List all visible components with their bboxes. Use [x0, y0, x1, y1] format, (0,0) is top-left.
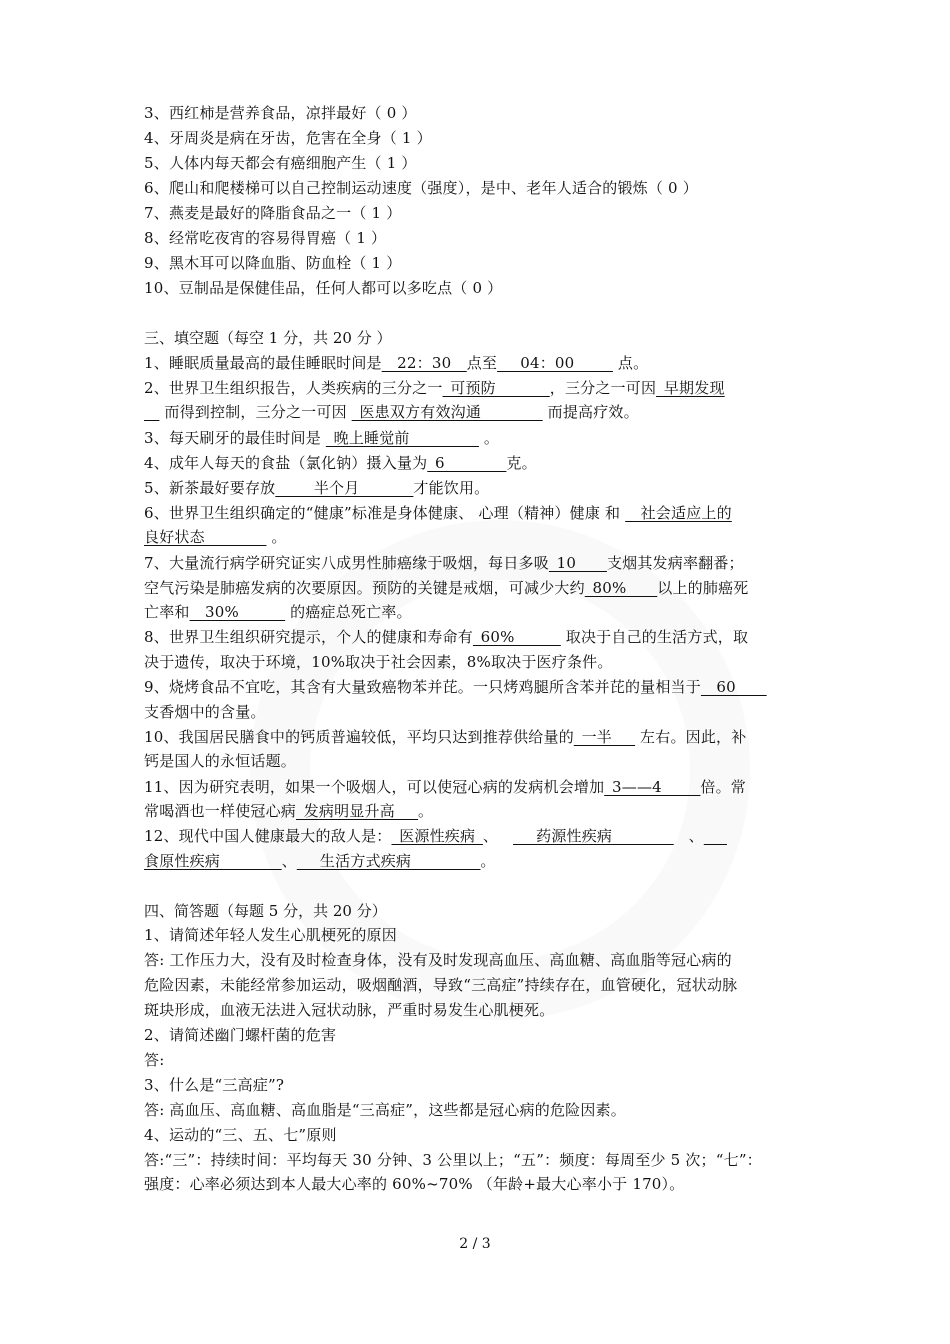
fill-q12: 12、现代中国人健康最大的敌人是：_医源性疾病_、 ___药源性疾病________ 、___: [144, 827, 727, 845]
answer-blank: _10____: [548, 554, 607, 572]
fill-q9-cont: 支香烟中的含量。: [144, 703, 266, 721]
short-a1-line3: 斑块形成，血液无法进入冠状动脉，严重时易发生心肌梗死。: [144, 1001, 555, 1019]
section-3-title: 三、填空题（每空 1 分，共 20 分 ）: [144, 329, 392, 347]
answer-blank: _医患双方有效沟通________: [351, 403, 543, 421]
fill-q11: 11、因为研究表明，如果一个吸烟人，可以使冠心病的发病机会增加_3——4_____倍。常: [144, 778, 746, 796]
answer-blank: __社会适应上的: [625, 504, 732, 522]
tf-item-9: 9、黑木耳可以降血脂、防血栓（ 1 ）: [144, 254, 402, 272]
fill-q5: 5、新茶最好要存放_____半个月_______才能饮用。: [144, 479, 490, 497]
answer-blank: ___04：00_____: [497, 354, 613, 372]
tf-item-3: 3、西红柿是营养食品，凉拌最好（ 0 ）: [144, 104, 417, 122]
tf-item-5: 5、人体内每天都会有癌细胞产生（ 1 ）: [144, 154, 417, 172]
answer-blank: 良好状态________: [144, 528, 267, 546]
fill-q10: 10、我国居民膳食中的钙质普遍较低，平均只达到推荐供给量的_一半___ 左右。因此，补: [144, 728, 747, 746]
answer-blank: ___药源性疾病________: [513, 827, 674, 845]
short-q2: 2、请简述幽门螺杆菌的危害: [144, 1026, 337, 1044]
short-q4: 4、运动的“三、五、七”原则: [144, 1126, 337, 1144]
answer-blank: ___生活方式疾病_________: [296, 852, 481, 870]
fill-q4: 4、成年人每天的食盐（氯化钠）摄入量为_6________克。: [144, 454, 537, 472]
fill-q9: 9、烧烤食品不宜吃，其含有大量致癌物苯并芘。一只烤鸡腿所含苯并芘的量相当于__60____: [144, 678, 767, 696]
fill-q2: 2、世界卫生组织报告，人类疾病的三分之一_可预防_______，三分之一可因_早期发现: [144, 379, 725, 397]
tf-item-8: 8、经常吃夜宵的容易得胃癌（ 1 ）: [144, 229, 387, 247]
fill-q11-cont: 常喝酒也一样使冠心病_发病明显升高___。: [144, 802, 434, 820]
short-a2: 答:: [144, 1051, 165, 1069]
answer-blank: _60%______: [472, 628, 561, 646]
answer-blank: _医源性疾病_: [391, 827, 483, 845]
short-a1-line1: 答: 工作压力大，没有及时检查身体，没有及时发现高血压、高血糖、高血脂等冠心病的: [144, 951, 732, 969]
fill-q7-cont2: 亡率和__30%______ 的癌症总死亡率。: [144, 603, 412, 621]
fill-q12-cont: 食原性疾病________、___生活方式疾病_________。: [144, 852, 496, 870]
short-a4-line2: 强度：心率必须达到本人最大心率的 60%~70% （年龄+最大心率小于 170）。: [144, 1175, 685, 1193]
answer-blank: _发病明显升高___: [296, 802, 419, 820]
fill-q6: 6、世界卫生组织确定的“健康”标准是身体健康、 心理（精神）健康 和 __社会适应上的: [144, 504, 732, 522]
short-q3: 3、什么是“三高症”?: [144, 1076, 285, 1094]
fill-q2-cont: __ 而得到控制，三分之一可因 _医患双方有效沟通________ 而提高疗效。: [144, 403, 639, 421]
answer-blank: __30%______: [189, 603, 286, 621]
answer-blank: _可预防_______: [442, 379, 550, 397]
answer-blank: __60____: [700, 678, 767, 696]
tf-item-4: 4、牙周炎是病在牙齿，危害在全身（ 1 ）: [144, 129, 432, 147]
fill-q10-cont: 钙是国人的永恒话题。: [144, 752, 297, 770]
fill-q7-cont: 空气污染是肺癌发病的次要原因。预防的关键是戒烟，可减少大约_80%____以上的肺癌死: [144, 579, 749, 597]
fill-q1: 1、睡眠质量最高的最佳睡眠时间是__22：30__点至___04：00_____ 点。: [144, 354, 649, 372]
answer-blank: _早期发现: [656, 379, 725, 397]
tf-item-6: 6、爬山和爬楼梯可以自己控制运动速度（强度），是中、老年人适合的锻炼（ 0 ）: [144, 179, 698, 197]
tf-item-7: 7、燕麦是最好的降脂食品之一（ 1 ）: [144, 204, 402, 222]
short-a1-line2: 危险因素，未能经常参加运动，吸烟酗酒，导致“三高症”持续存在，血管硬化，冠状动脉: [144, 976, 738, 994]
answer-blank: _____半个月_______: [275, 479, 414, 497]
short-a4-line1: 答:“三”：持续时间：平均每天 30 分钟、3 公里以上；“五”：频度：每周至少 5 次；“七”：: [144, 1151, 762, 1169]
fill-q6-cont: 良好状态________ 。: [144, 528, 287, 546]
answer-blank: _6________: [427, 454, 507, 472]
fill-q8: 8、世界卫生组织研究提示，个人的健康和寿命有_60%______ 取决于自己的生活方式，取: [144, 628, 749, 646]
short-a3: 答: 高血压、高血糖、高血脂是“三高症”，这些都是冠心病的危险因素。: [144, 1101, 626, 1119]
tf-item-10: 10、豆制品是保健佳品，任何人都可以多吃点（ 0 ）: [144, 279, 503, 297]
section-4-title: 四、简答题（每题 5 分，共 20 分）: [144, 902, 387, 920]
fill-q3: 3、每天刷牙的最佳时间是 _晚上睡觉前_________ 。: [144, 429, 500, 447]
fill-q8-cont: 决于遗传，取决于环境，10%取决于社会因素，8%取决于医疗条件。: [144, 653, 613, 671]
answer-blank: _一半___: [573, 728, 636, 746]
fill-q7: 7、大量流行病学研究证实八成男性肺癌缘于吸烟，每日多吸_10____支烟其发病率翻番；: [144, 554, 744, 572]
page-number: 2 / 3: [459, 1236, 491, 1252]
answer-blank: 食原性疾病________: [144, 852, 282, 870]
answer-blank: _80%____: [584, 579, 658, 597]
answer-blank: __22：30__: [381, 354, 467, 372]
answer-blank: _晚上睡觉前_________: [325, 429, 479, 447]
short-q1: 1、请简述年轻人发生心肌梗死的原因: [144, 926, 397, 944]
answer-blank: _3——4_____: [604, 778, 701, 796]
